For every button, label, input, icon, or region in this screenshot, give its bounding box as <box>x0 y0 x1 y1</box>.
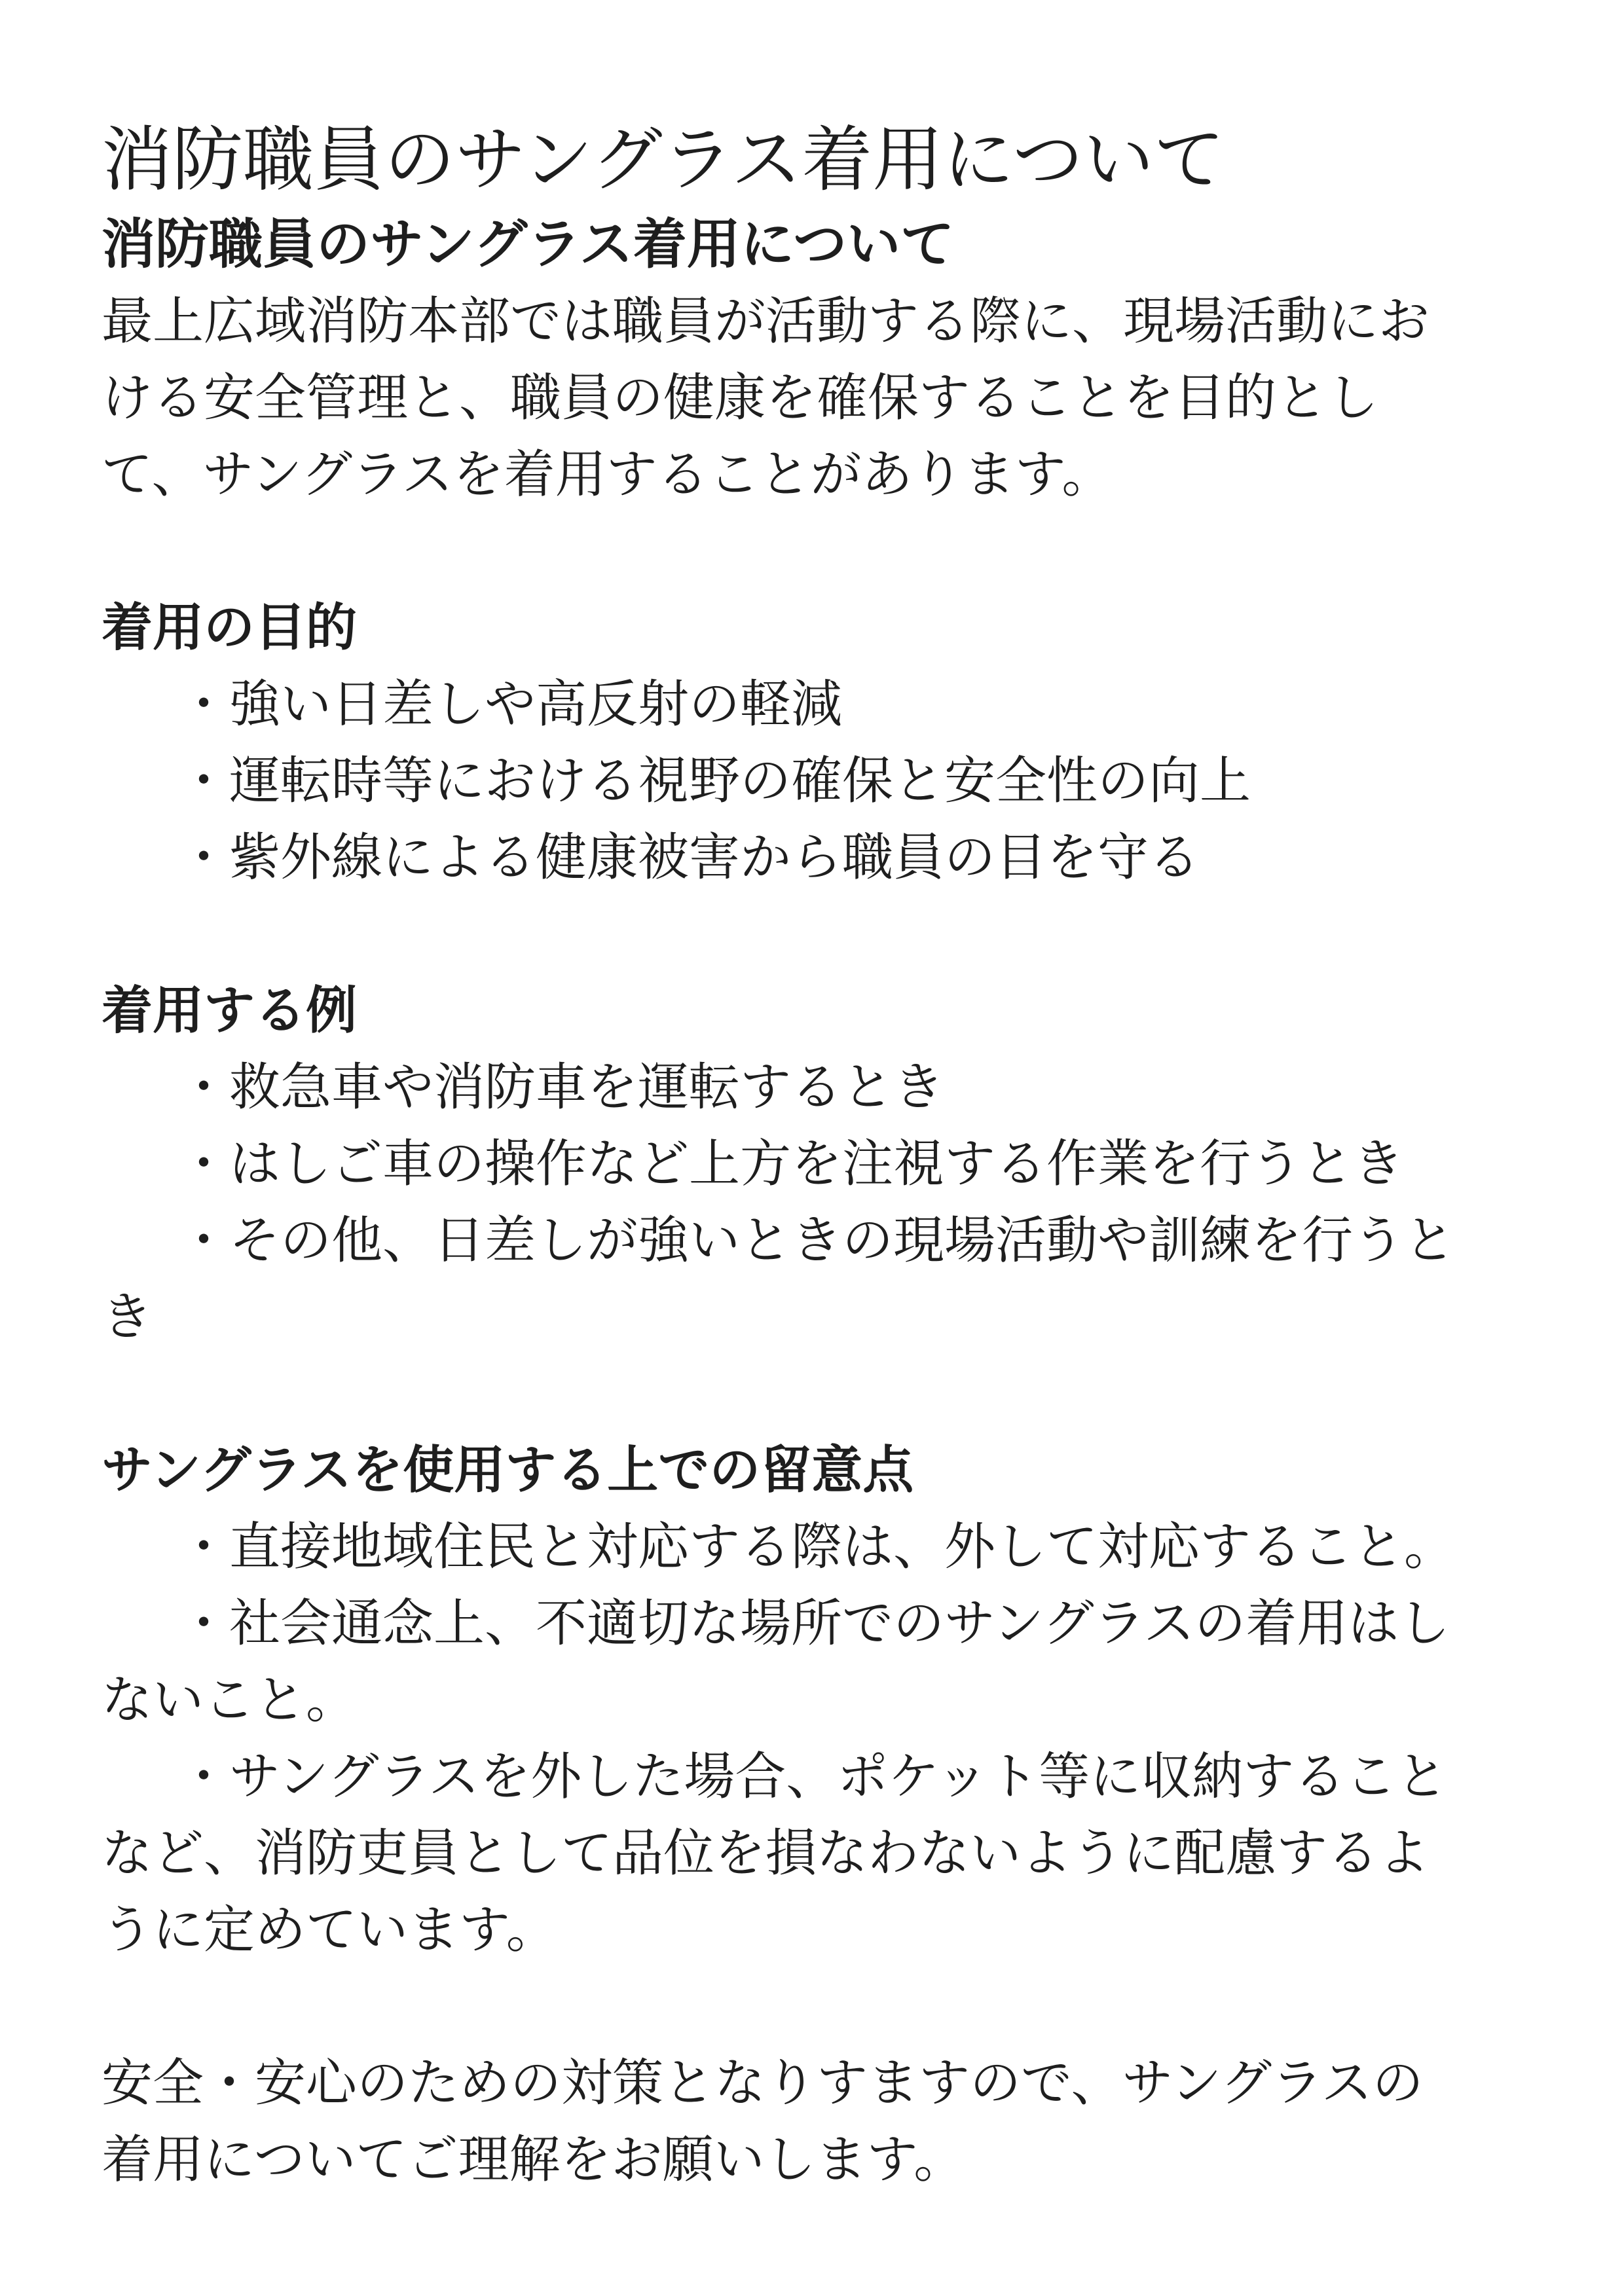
purpose-item: ・強い日差しや高反射の軽減 <box>178 675 843 734</box>
notes-heading: サングラスを使用する上での留意点 <box>101 1441 914 1500</box>
example-item: ・はしご車の操作など上方を注視する作業を行うとき <box>178 1135 1405 1194</box>
example-item-line: ・その他、日差しが強いときの現場活動や訓練を行うと <box>178 1211 1456 1270</box>
purpose-heading: 着用の目的 <box>101 598 358 657</box>
purpose-item: ・運転時等における視野の確保と安全性の向上 <box>178 752 1251 811</box>
note-item-line: ・サングラスを外した場合、ポケット等に収納すること <box>178 1747 1448 1806</box>
spacer <box>101 1356 1529 1432</box>
example-item <box>101 1203 1529 1356</box>
spacer <box>101 1969 1529 2045</box>
document-title: 消防職員のサングラス着用について <box>101 119 1225 201</box>
note-item-line: ・社会通念上、不適切な場所でのサングラスの着用はし <box>178 1594 1450 1653</box>
purpose-list <box>101 666 1529 896</box>
example-item-line: き <box>101 1288 153 1347</box>
document-subtitle: 消防職員のサングラス着用について <box>101 213 955 276</box>
intro-paragraph <box>101 283 1529 513</box>
note-item-line: など、消防吏員として品位を損なわないように配慮するよ <box>101 1824 1430 1883</box>
note-item <box>101 1586 1529 1739</box>
examples-list <box>101 1049 1529 1356</box>
closing-paragraph <box>101 2045 1529 2198</box>
intro-line: て、サングラスを着用することがあります。 <box>101 445 1113 504</box>
intro-line: 最上広域消防本部では職員が活動する際に、現場活動にお <box>101 292 1430 351</box>
notes-list <box>101 1509 1529 1969</box>
intro-line: ける安全管理と、職員の健康を確保することを目的とし <box>101 369 1379 428</box>
purpose-item: ・紫外線による健康被害から職員の目を守る <box>178 828 1200 887</box>
closing-line: 安全・安心のための対策となりすますので、サングラスの <box>101 2054 1424 2113</box>
note-item-line: ないこと。 <box>101 1671 358 1730</box>
closing-line: 着用についてご理解をお願いします。 <box>101 2130 965 2189</box>
example-item: ・救急車や消防車を運転するとき <box>178 1058 945 1117</box>
examples-heading: 着用する例 <box>101 981 358 1040</box>
document-page <box>101 115 1529 2198</box>
note-item-line: うに定めています。 <box>101 1901 557 1959</box>
note-item: ・直接地域住民と対応する際は、外して対応すること。 <box>178 1518 1456 1576</box>
spacer <box>101 513 1529 590</box>
spacer <box>101 896 1529 973</box>
note-item <box>101 1739 1529 1969</box>
